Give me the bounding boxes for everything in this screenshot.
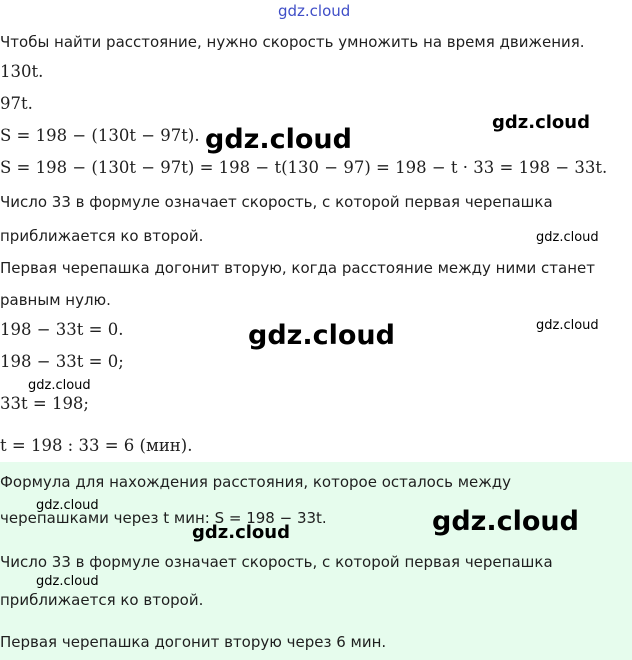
watermark-10: gdz.cloud [36,574,99,589]
expression-first-turtle: 130t. [0,62,44,81]
watermark-1: gdz.cloud [205,124,352,155]
answer-line-2: черепашками через t мин: S = 198 − 33t. [0,509,327,527]
condition-line-2: равным нулю. [0,291,111,309]
watermark-top: gdz.cloud [278,2,351,20]
watermark-4: gdz.cloud [248,320,395,351]
watermark-7: gdz.cloud [36,498,99,513]
equation-step-2: 33t = 198; [0,394,89,413]
answer-line-4: приближается ко второй. [0,591,204,609]
condition-line-1: Первая черепашка догонит вторую, когда расстояние между ними станет [0,259,595,277]
explanation-line-1: Число 33 в формуле означает скорость, с которой первая черепашка [0,193,553,211]
answer-line-5: Первая черепашка догонит вторую через 6 мин. [0,633,387,651]
answer-line-3: Число 33 в формуле означает скорость, с которой первая черепашка [0,553,553,571]
watermark-5: gdz.cloud [536,318,599,333]
distance-formula: S = 198 − (130t − 97t). [0,126,200,145]
intro-text: Чтобы найти расстояние, нужно скорость умножить на время движения. [0,33,585,51]
equation-step-1: 198 − 33t = 0; [0,352,124,371]
explanation-line-2: приближается ко второй. [0,227,204,245]
watermark-2: gdz.cloud [492,112,590,133]
distance-formula-simplified: S = 198 − (130t − 97t) = 198 − t(130 − 97) = 198 − t · 33 = 198 − 33t. [0,158,608,177]
equation-result: t = 198 : 33 = 6 (мин). [0,436,193,455]
answer-line-1: Формула для нахождения расстояния, которое осталось между [0,473,512,491]
watermark-9: gdz.cloud [192,522,290,543]
watermark-6: gdz.cloud [28,378,91,393]
expression-second-turtle: 97t. [0,94,33,113]
equation: 198 − 33t = 0. [0,320,124,339]
watermark-8: gdz.cloud [432,506,579,537]
watermark-3: gdz.cloud [536,230,599,245]
